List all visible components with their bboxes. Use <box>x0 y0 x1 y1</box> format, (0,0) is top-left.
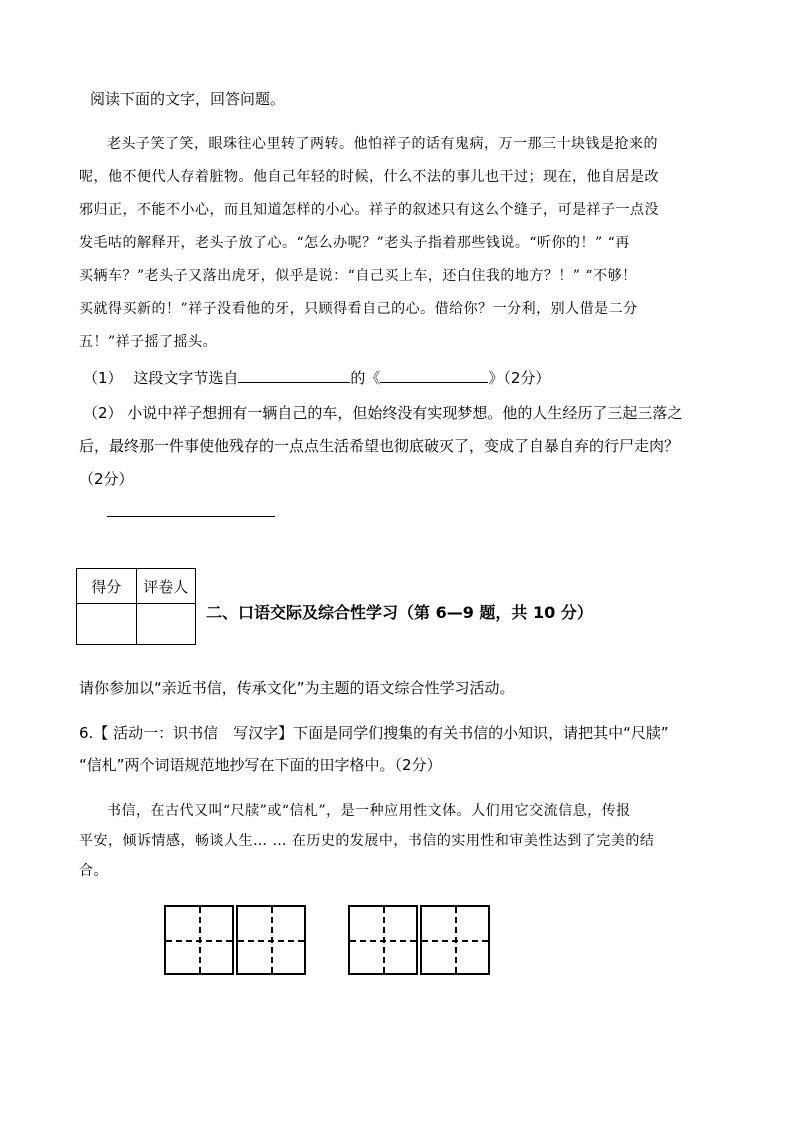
question-2-line: 后，最终那一件事使他残存的一点点生活希望也彻底破灭了，变成了自暴自弃的行尸走肉？ <box>79 437 680 455</box>
question-1-text-b: 的《 <box>350 369 381 387</box>
tianzige-box[interactable] <box>420 905 490 975</box>
question-6-line: 6.【 活动一：识书信 写汉字】下面是同学们搜集的有关书信的小知识，请把其中“尺牍” <box>79 724 669 742</box>
answer-line[interactable] <box>107 516 275 517</box>
question-1-text-a: 这段文字节选自 <box>133 369 239 387</box>
tianzige-box[interactable] <box>164 905 234 975</box>
letter-passage-line: 平安，倾诉情感，畅谈人生… … 在历史的发展中，书信的实用性和审美性达到了完美的结 <box>79 833 655 849</box>
question-2-line: （2分） <box>79 470 134 488</box>
tianzige-box[interactable] <box>348 905 418 975</box>
passage-line: 呢，他不便代人存着脏物。他自己年轻的时候，什么不法的事儿也干过；现在，他自居是改 <box>79 169 659 185</box>
grader-cell[interactable] <box>136 604 196 645</box>
score-header: 得分 <box>77 569 137 604</box>
question-1-number: （1） <box>83 369 123 387</box>
passage-line: 发毛咕的解释开，老头子放了心。“怎么办呢？”老头子指着那些钱说。“听你的！” “再 <box>79 235 630 251</box>
question-6-line: “信札”两个词语规范地抄写在下面的田字格中。（2分） <box>79 756 442 774</box>
letter-passage-line: 合。 <box>79 863 108 879</box>
score-cell[interactable] <box>77 604 137 645</box>
answer-blank-author[interactable] <box>238 368 350 383</box>
score-table <box>76 568 196 645</box>
tianzige-box[interactable] <box>236 905 306 975</box>
passage-line: 买辆车？”老头子又落出虎牙，似乎是说：“自己买上车，还白住我的地方？！” “不够！ <box>79 268 637 284</box>
grader-header: 评卷人 <box>136 569 196 604</box>
passage-line: 邪归正，不能不小心，而且知道怎样的小心。祥子的叙述只有这么个缝子，可是祥子一点没 <box>79 202 659 218</box>
letter-passage-line: 书信，在古代又叫“尺牍”或“信札”，是一种应用性文体。人们用它交流信息，传报 <box>107 803 631 819</box>
passage-line: 五！”祥子摇了摇头。 <box>79 334 218 350</box>
passage-line: 买就得买新的！”祥子没看他的牙，只顾得看自己的心。借给你？一分利，别人借是二分 <box>79 301 638 317</box>
section-2-title: 二、口语交际及综合性学习（第 6—9 题，共 10 分） <box>206 603 593 622</box>
section-2-instruction: 请你参加以“亲近书信，传承文化”为主题的语文综合性学习活动。 <box>79 679 515 697</box>
question-1 <box>83 367 550 388</box>
reading-intro: 阅读下面的文字，回答问题。 <box>90 90 286 108</box>
question-2-line: （2） 小说中祥子想拥有一辆自己的车，但始终没有实现梦想。他的人生经历了三起三落之 <box>83 404 683 422</box>
passage-line: 老头子笑了笑，眼珠往心里转了两转。他怕祥子的话有鬼病，万一那三十块钱是抢来的 <box>107 136 658 152</box>
question-1-text-c: 》（2分） <box>488 369 551 387</box>
answer-blank-title[interactable] <box>380 368 488 383</box>
